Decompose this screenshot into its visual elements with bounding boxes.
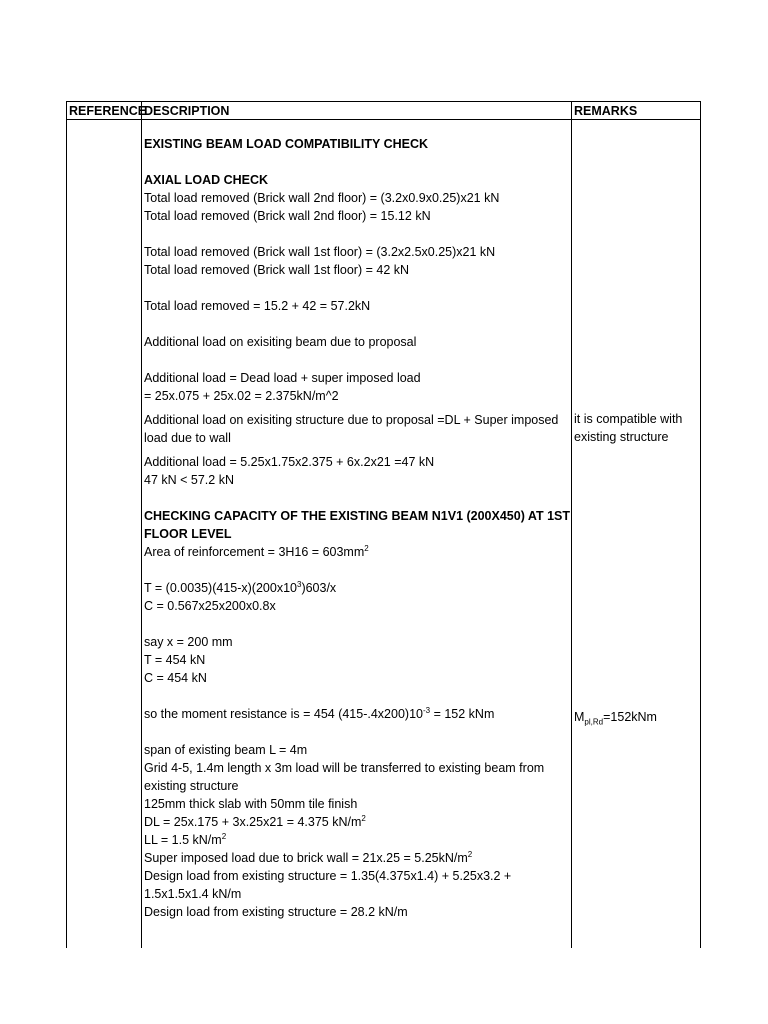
additional-load-calc: = 25x.075 + 25x.02 = 2.375kN/m^2 [144,389,339,403]
section-title: EXISTING BEAM LOAD COMPATIBILITY CHECK [144,137,429,151]
beam-span: span of existing beam L = 4m [144,743,308,757]
header-divider [66,119,701,120]
table-border-left [66,101,67,948]
design-load-result: Design load from existing structure = 28.2 kN/m [144,905,408,919]
header-reference: REFERENCE [69,104,147,118]
axial-load-heading: AXIAL LOAD CHECK [144,173,269,187]
tension-equation: $T = (0.0035)(415-x)(200x10^3)603/x$ [144,579,337,595]
moment-resistance: so the moment resistance is = 454 $(415-.4x200)10^{-3} = 152$ kNm [144,705,495,721]
load-2nd-floor-result: Total load removed (Brick wall 2nd floor) = 15.12 kN [144,209,431,223]
compression-equation: C = 0.567x25x200x0.8x [144,599,276,613]
grid-load-transfer: Grid 4-5, 1.4m length x 3m load will be transferred to existing beam from existing structure [144,761,545,793]
table-border-top [66,101,701,102]
additional-load-structure: Additional load on exisiting structure due to proposal =DL + Super imposed load due to wall [144,413,559,445]
load-comparison: 47 kN < 57.2 kN [144,473,234,487]
calculation-table [66,101,701,948]
additional-load-definition: Additional load = Dead load + super imposed load [144,371,421,385]
area-of-reinforcement: Area of reinforcement = $3H16 = 603mm^2$ [144,543,369,559]
column-divider-reference [141,101,142,948]
dead-load: DL = 25x.175 + 3x.25x21 = 4.375 $kN/m^2$ [144,813,366,829]
superimposed-load: Super imposed load due to brick wall = $21x.25 = 5.25kN/m^2$ [144,849,473,865]
load-2nd-floor-formula: Total load removed (Brick wall 2nd floor) = (3.2x0.9x0.25)x21 kN [144,191,500,205]
live-load: LL = 1.5 $kN/m^2$ [144,831,227,847]
load-1st-floor-formula: Total load removed (Brick wall 1st floor) = (3.2x2.5x0.25)x21 kN [144,245,496,259]
header-remarks: REMARKS [574,104,638,118]
description-cell [144,135,572,921]
slab-description: 125mm thick slab with 50mm tile finish [144,797,358,811]
tension-value: T = 454 kN [144,653,206,667]
compression-value: C = 454 kN [144,671,207,685]
table-border-right [700,101,701,948]
total-load-removed: Total load removed = 15.2 + 42 = 57.2kN [144,299,371,313]
remark-compatible: it is compatible with existing structure [574,412,683,444]
capacity-heading: CHECKING CAPACITY OF THE EXISTING BEAM N1V1 (200X450) AT 1ST FLOOR LEVEL [144,509,571,541]
additional-load-intro: Additional load on exisiting beam due to proposal [144,335,417,349]
assumed-x: say x = 200 mm [144,635,233,649]
header-description: DESCRIPTION [144,104,230,118]
load-1st-floor-result: Total load removed (Brick wall 1st floor) = 42 kN [144,263,410,277]
additional-load-value: Additional load = 5.25x1.75x2.375 + 6x.2x21 =47 kN [144,455,435,469]
design-load-formula: Design load from existing structure = 1.35(4.375x1.4) + 5.25x3.2 + 1.5x1.5x1.4 kN/m [144,869,512,901]
remark-moment: $M_{pl,Rd}=152kNm$ [574,710,657,727]
